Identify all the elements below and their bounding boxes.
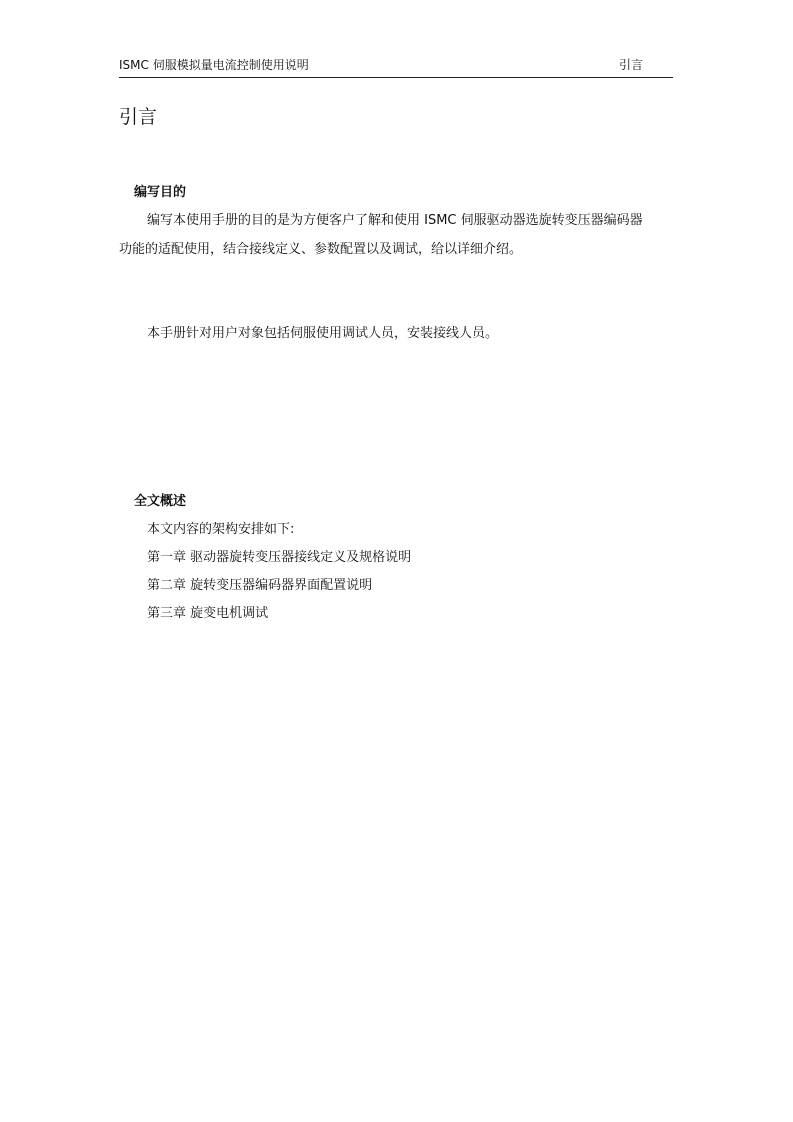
header-section-name: 引言 <box>618 58 643 72</box>
page-header <box>119 55 673 78</box>
chapter-list-item-3: 第三章 旋变电机调试 <box>147 606 269 621</box>
overview-intro: 本文内容的架构安排如下: <box>147 522 295 537</box>
purpose-paragraph-line-1: 编写本使用手册的目的是为方便客户了解和使用 ISMC 伺服驱动器选旋转变压器编码器 <box>147 213 643 228</box>
chapter-title: 引言 <box>119 106 158 128</box>
purpose-paragraph-line-2: 功能的适配使用，结合接线定义、参数配置以及调试，给以详细介绍。 <box>119 242 523 257</box>
chapter-list-item-1: 第一章 驱动器旋转变压器接线定义及规格说明 <box>147 550 412 565</box>
header-document-title: ISMC 伺服模拟量电流控制使用说明 <box>119 58 309 72</box>
overview-heading: 全文概述 <box>134 494 187 509</box>
audience-paragraph: 本手册针对用户对象包括伺服使用调试人员，安装接线人员。 <box>147 326 499 341</box>
chapter-list-item-2: 第二章 旋转变压器编码器界面配置说明 <box>147 578 373 593</box>
purpose-heading: 编写目的 <box>134 185 187 200</box>
